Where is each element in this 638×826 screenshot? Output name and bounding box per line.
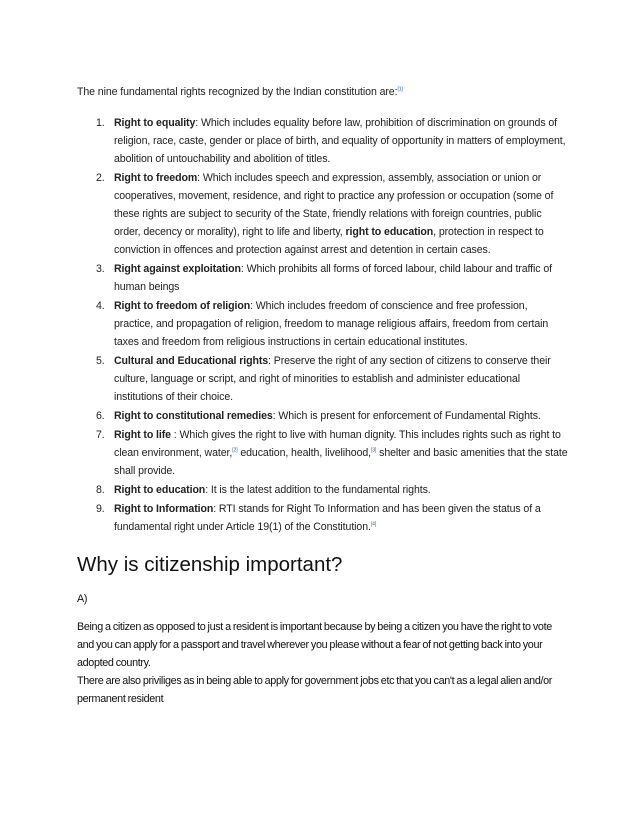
right-title: Right to life: [114, 429, 171, 441]
citation-link[interactable]: [2]: [232, 447, 238, 454]
spacer: [77, 608, 569, 618]
list-number: 9.: [96, 503, 105, 515]
list-item: [77, 426, 569, 480]
right-title: Right to constitutional remedies: [114, 410, 273, 422]
right-description: : Which gives the right to live with human dignity. This includes rights such as right to clean environment, water,: [114, 429, 561, 459]
list-number: 3.: [96, 263, 105, 275]
list-number: 7.: [96, 429, 105, 441]
list-number: 8.: [96, 484, 105, 496]
citation-link[interactable]: [3]: [371, 447, 377, 454]
right-title: Right against exploitation: [114, 263, 241, 275]
list-item: [77, 297, 569, 351]
right-description-cont: , protection in respect to conviction in offences and protection against arrest and detention in certain cases.: [114, 226, 544, 256]
right-description: : RTI stands for Right To Information and has been given the status of a fundamental right under Article 19(1) of the Constitution.: [114, 503, 541, 533]
list-item: [77, 500, 569, 536]
list-number: 1.: [96, 117, 105, 129]
right-description-end: shelter and basic amenities that the state shall provide.: [114, 447, 568, 477]
answer-paragraph-1: Being a citizen as opposed to just a resident is important because by being a citizen you have the right to vote and you can apply for a passport and travel wherever you please without a fear of not getting back into your adopted country.: [77, 621, 552, 669]
answer-label: A): [77, 593, 88, 605]
right-description: : Which includes freedom of conscience and free profession, practice, and propagation of religion, freedom to manage religious affairs, freedom from certain taxes and freedom from religious instructions in certain educational institutes.: [114, 300, 549, 348]
right-description: : It is the latest addition to the fundamental rights.: [205, 484, 431, 496]
list-item: [77, 114, 569, 168]
right-title: Right to Information: [114, 503, 214, 515]
right-title: Right to freedom: [114, 172, 198, 184]
right-description: : Which is present for enforcement of Fundamental Rights.: [272, 410, 541, 422]
list-number: 2.: [96, 172, 105, 184]
citation-link[interactable]: [4]: [370, 521, 377, 528]
right-description-cont: education, health, livelihood,: [237, 447, 372, 459]
right-description: : Which includes speech and expression, assembly, association or union or cooperatives, movement, residence, and right to practice any profession or occupation (some of these rights are subject to security of the State, friendly relations with foreign countries, public order, decency or morality), right to life and liberty,: [114, 172, 554, 238]
right-title: Right to education: [114, 484, 206, 496]
list-item: [77, 352, 569, 406]
right-description: : Preserve the right of any section of citizens to conserve their culture, language or script, and right of minorities to establish and administer educational institutions of their choice.: [114, 355, 551, 403]
section-heading: Why is citizenship important?: [77, 553, 343, 576]
right-description: : Which prohibits all forms of forced labour, child labour and traffic of human beings: [114, 263, 552, 293]
intro-text: The nine fundamental rights recognized by the Indian constitution are:: [77, 86, 398, 98]
right-emphasis: right to education: [345, 226, 434, 238]
fundamental-rights-list: [77, 114, 569, 537]
right-title: Right to freedom of religion: [114, 300, 251, 312]
list-item: [77, 407, 569, 425]
list-number: 5.: [96, 355, 105, 367]
citation-link[interactable]: [1]: [397, 86, 403, 93]
answer-block: [77, 590, 569, 708]
answer-paragraph-2: There are also priviliges as in being able to apply for government jobs etc that you can't as a legal alien and/or permanent resident: [77, 675, 553, 705]
list-number: 4.: [96, 300, 105, 312]
right-title: Cultural and Educational rights: [114, 355, 269, 367]
intro-sentence: [77, 86, 597, 98]
list-item: [77, 260, 569, 296]
right-title: Right to equality: [114, 117, 196, 129]
list-item: [77, 169, 569, 259]
right-description: : Which includes equality before law, prohibition of discrimination on grounds of religion, race, caste, gender or place of birth, and equality of opportunity in matters of employment, abolition of untouchability and abolition of titles.: [114, 117, 566, 165]
list-number: 6.: [96, 410, 105, 422]
list-item: [77, 481, 569, 499]
